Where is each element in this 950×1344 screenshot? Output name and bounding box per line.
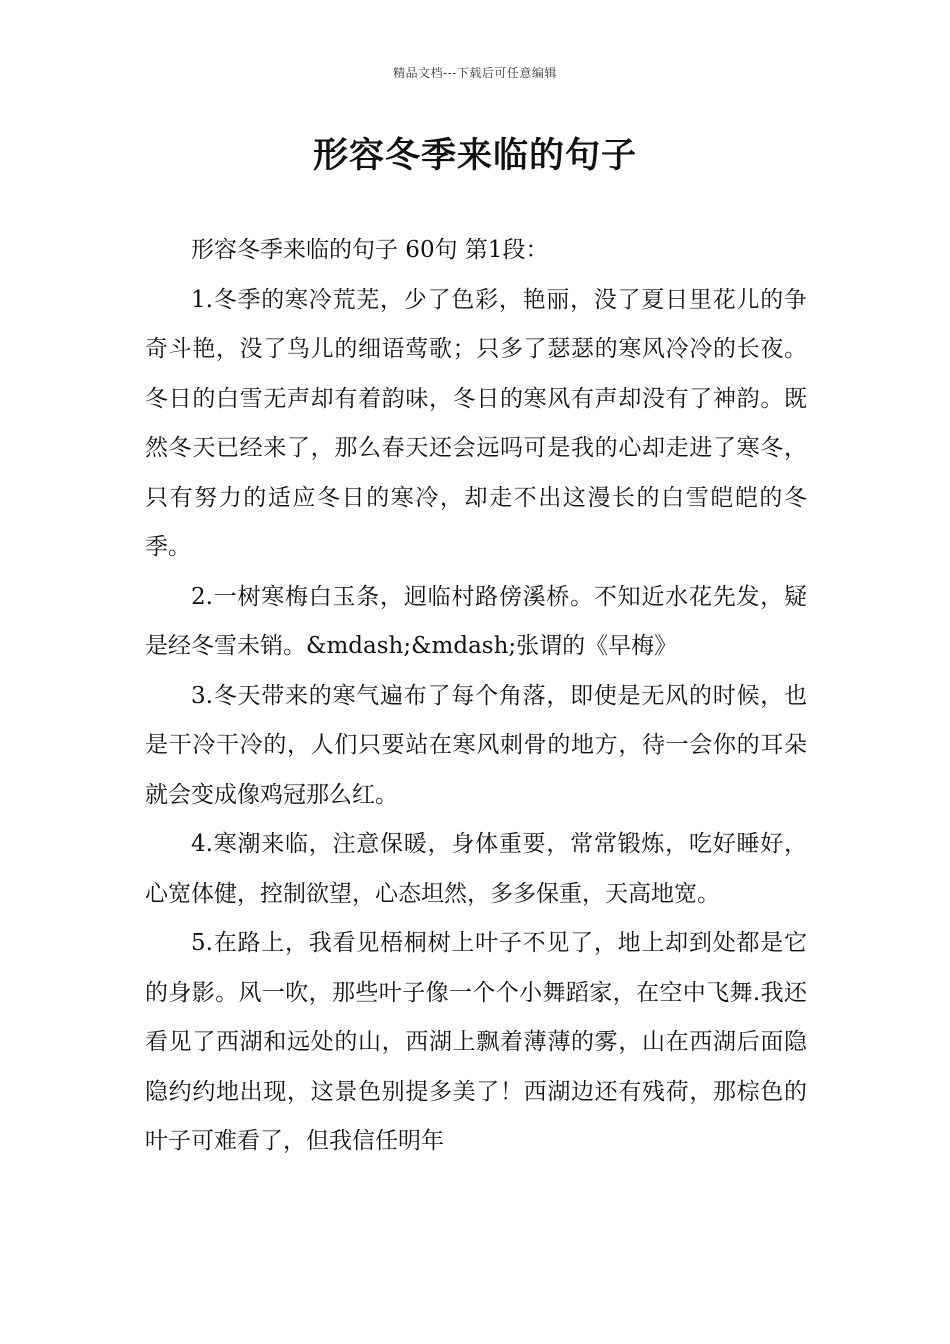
paragraph-4: 4.寒潮来临，注意保暖，身体重要，常常锻炼，吃好睡好，心宽体健，控制欲望，心态坦然，多多保重，天高地宽。	[145, 831, 807, 907]
header-note: 精品文档---下载后可任意编辑	[393, 66, 557, 80]
paragraph-3: 3.冬天带来的寒气遍布了每个角落，即使是无风的时候，也是干冷干冷的，人们只要站在寒风刺骨的地方，待一会你的耳朵就会变成像鸡冠那么红。	[145, 682, 807, 808]
paragraph-5: 5.在路上，我看见梧桐树上叶子不见了，地上却到处都是它的身影。风一吹，那些叶子像一个个小舞蹈家，在空中飞舞.我还看见了西湖和远处的山，西湖上飘着薄薄的雾，山在西湖后面隐隐约约地出现，这景色别提多美了！西湖边还有残荷，那棕色的叶子可难看了，但我信任明年	[145, 930, 807, 1154]
intro-paragraph: 形容冬季来临的句子 60句 第1段：	[191, 237, 549, 263]
paragraph-2: 2.一树寒梅白玉条，迥临村路傍溪桥。不知近水花先发，疑是经冬雪未销。&mdash;&mdash;张谓的《早梅》	[145, 583, 807, 659]
paragraph-1: 1.冬季的寒冷荒芜，少了色彩，艳丽，没了夏日里花儿的争奇斗艳，没了鸟儿的细语莺歌；只多了瑟瑟的寒风冷冷的长夜。冬日的白雪无声却有着韵味，冬日的寒风有声却没有了神韵。既然冬天已经来了，那么春天还会远吗可是我的心却走进了寒冬，只有努力的适应冬日的寒冷，却走不出这漫长的白雪皑皑的冬季。	[145, 286, 807, 560]
document-body	[145, 226, 807, 1167]
document-title: 形容冬季来临的句子	[312, 136, 637, 176]
